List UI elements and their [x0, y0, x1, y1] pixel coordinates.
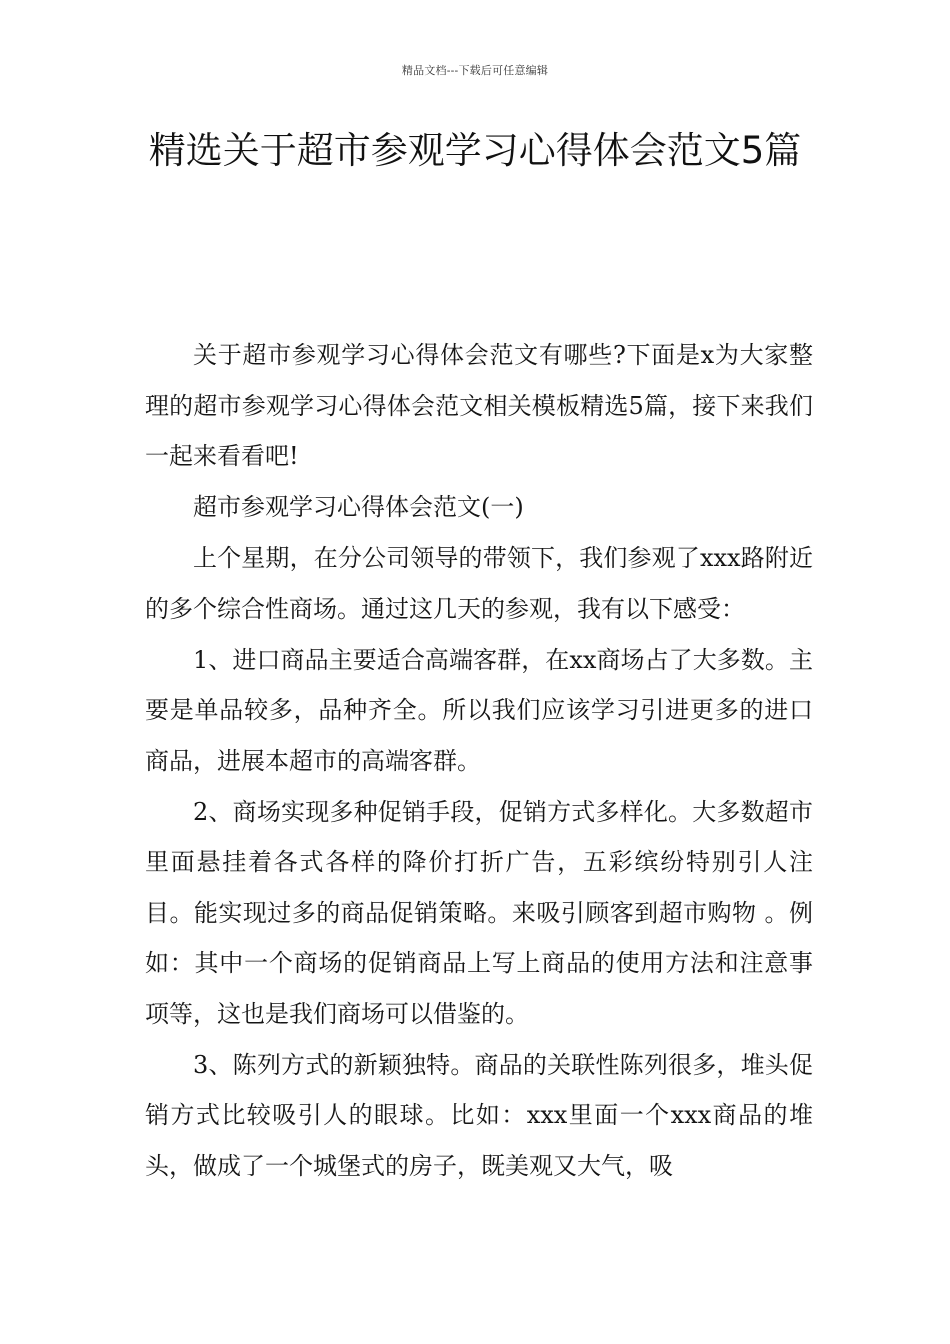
header-note: 精品文档---下载后可任意编辑	[401, 64, 549, 77]
document-body	[145, 330, 813, 1192]
section-heading: 超市参观学习心得体会范文(一)	[193, 493, 524, 521]
paragraph: 上个星期，在分公司领导的带领下，我们参观了xxx路附近的多个综合性商场。通过这几天的参观，我有以下感受：	[145, 544, 813, 623]
paragraph: 3、陈列方式的新颖独特。商品的关联性陈列很多，堆头促销方式比较吸引人的眼球。比如：xxx里面一个xxx商品的堆头，做成了一个城堡式的房子，既美观又大气，吸	[145, 1050, 813, 1180]
paragraph: 1、进口商品主要适合高端客群，在xx商场占了大多数。主要是单品较多，品种齐全。所以我们应该学习引进更多的进口商品，进展本超市的高端客群。	[145, 645, 813, 775]
document-title: 精选关于超市参观学习心得体会范文5篇	[148, 129, 802, 172]
paragraph: 2、商场实现多种促销手段，促销方式多样化。大多数超市里面悬挂着各式各样的降价打折广告，五彩缤纷特别引人注目。能实现过多的商品促销策略。来吸引顾客到超市购物 。例如：其中一个商场的促销商品上写上商品的使用方法和注意事项等，这也是我们商场可以借鉴的。	[145, 797, 813, 1028]
paragraph-intro: 关于超市参观学习心得体会范文有哪些?下面是x为大家整理的超市参观学习心得体会范文相关模板精选5篇，接下来我们一起来看看吧!	[145, 341, 813, 470]
